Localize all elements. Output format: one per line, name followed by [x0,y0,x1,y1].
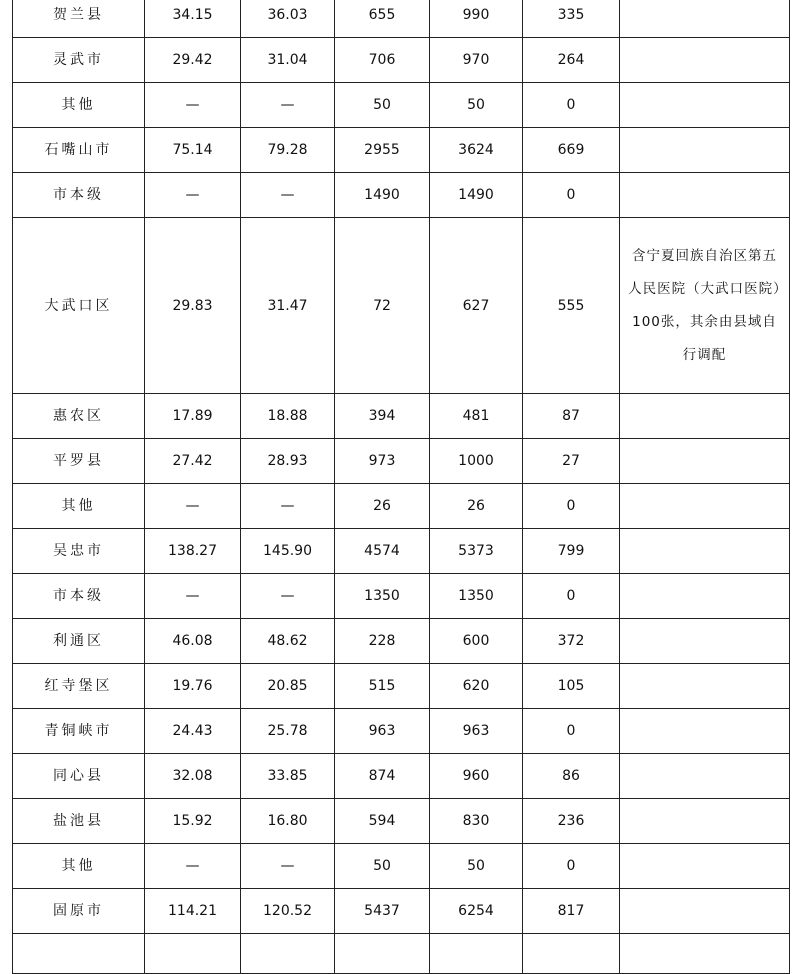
value-cell-1: — [145,484,241,529]
region-name-cell: 大武口区 [13,218,145,394]
value-cell-5: 555 [523,218,620,394]
value-cell-2: 16.80 [241,799,335,844]
note-cell [620,484,790,529]
value-cell-3: 26 [335,484,430,529]
value-cell-2: — [241,574,335,619]
region-name-cell: 利通区 [13,619,145,664]
value-cell-5: 105 [523,664,620,709]
value-cell-5: 0 [523,484,620,529]
table-row [13,83,790,128]
empty-cell [13,934,145,974]
region-name-cell: 惠农区 [13,394,145,439]
value-cell-2: 36.03 [241,0,335,38]
value-cell-3: 1350 [335,574,430,619]
empty-cell [241,934,335,974]
table-row [13,709,790,754]
note-cell [620,0,790,38]
value-cell-4: 1490 [430,173,523,218]
value-cell-2: 33.85 [241,754,335,799]
value-cell-4: 990 [430,0,523,38]
value-cell-1: 19.76 [145,664,241,709]
value-cell-1: 29.83 [145,218,241,394]
table-row [13,484,790,529]
value-cell-1: 34.15 [145,0,241,38]
value-cell-4: 600 [430,619,523,664]
value-cell-5: 0 [523,574,620,619]
value-cell-5: 0 [523,844,620,889]
value-cell-1: — [145,844,241,889]
value-cell-4: 620 [430,664,523,709]
value-cell-4: 3624 [430,128,523,173]
note-cell [620,709,790,754]
value-cell-1: — [145,574,241,619]
value-cell-1: 24.43 [145,709,241,754]
value-cell-3: 228 [335,619,430,664]
table-row [13,128,790,173]
value-cell-3: 874 [335,754,430,799]
value-cell-4: 970 [430,38,523,83]
value-cell-4: 50 [430,844,523,889]
table-row [13,0,790,38]
value-cell-3: 4574 [335,529,430,574]
note-cell [620,799,790,844]
value-cell-3: 72 [335,218,430,394]
table-row [13,394,790,439]
value-cell-3: 50 [335,83,430,128]
value-cell-2: — [241,83,335,128]
region-name-cell: 固原市 [13,889,145,934]
value-cell-4: 830 [430,799,523,844]
value-cell-1: 29.42 [145,38,241,83]
region-name-cell: 平罗县 [13,439,145,484]
table-row [13,619,790,664]
region-name-cell: 青铜峡市 [13,709,145,754]
empty-cell [145,934,241,974]
value-cell-2: 120.52 [241,889,335,934]
value-cell-3: 394 [335,394,430,439]
value-cell-5: 27 [523,439,620,484]
value-cell-1: — [145,173,241,218]
value-cell-3: 706 [335,38,430,83]
value-cell-2: — [241,484,335,529]
value-cell-4: 5373 [430,529,523,574]
region-name-cell: 其他 [13,83,145,128]
value-cell-3: 50 [335,844,430,889]
region-name-cell: 市本级 [13,574,145,619]
region-name-cell: 贺兰县 [13,0,145,38]
value-cell-3: 594 [335,799,430,844]
table-row [13,529,790,574]
value-cell-4: 960 [430,754,523,799]
region-name-cell: 吴忠市 [13,529,145,574]
value-cell-4: 627 [430,218,523,394]
value-cell-2: — [241,844,335,889]
region-name-cell: 灵武市 [13,38,145,83]
value-cell-2: 18.88 [241,394,335,439]
table-row [13,439,790,484]
empty-cell [430,934,523,974]
note-cell [620,38,790,83]
value-cell-2: 79.28 [241,128,335,173]
table-row [13,38,790,83]
value-cell-3: 2955 [335,128,430,173]
value-cell-1: 138.27 [145,529,241,574]
value-cell-1: 17.89 [145,394,241,439]
empty-cell [523,934,620,974]
table-row [13,574,790,619]
value-cell-1: 75.14 [145,128,241,173]
value-cell-2: 31.04 [241,38,335,83]
empty-cell [335,934,430,974]
value-cell-5: 799 [523,529,620,574]
table-body [13,0,790,974]
value-cell-2: 31.47 [241,218,335,394]
region-name-cell: 同心县 [13,754,145,799]
region-name-cell: 市本级 [13,173,145,218]
value-cell-3: 973 [335,439,430,484]
value-cell-5: 0 [523,173,620,218]
value-cell-5: 0 [523,83,620,128]
table-row [13,934,790,974]
table-row [13,754,790,799]
note-cell [620,439,790,484]
value-cell-3: 655 [335,0,430,38]
value-cell-4: 963 [430,709,523,754]
value-cell-5: 87 [523,394,620,439]
table-row [13,844,790,889]
value-cell-4: 1000 [430,439,523,484]
value-cell-5: 817 [523,889,620,934]
value-cell-1: 15.92 [145,799,241,844]
value-cell-2: 48.62 [241,619,335,664]
value-cell-4: 481 [430,394,523,439]
region-name-cell: 其他 [13,484,145,529]
region-name-cell: 其他 [13,844,145,889]
value-cell-1: 32.08 [145,754,241,799]
value-cell-1: 27.42 [145,439,241,484]
value-cell-5: 0 [523,709,620,754]
value-cell-5: 335 [523,0,620,38]
table-row [13,218,790,394]
table-row [13,664,790,709]
note-cell [620,83,790,128]
region-name-cell: 石嘴山市 [13,128,145,173]
value-cell-1: 46.08 [145,619,241,664]
value-cell-1: 114.21 [145,889,241,934]
note-cell [620,844,790,889]
value-cell-4: 26 [430,484,523,529]
note-cell [620,128,790,173]
value-cell-2: — [241,173,335,218]
note-cell [620,394,790,439]
note-cell [620,619,790,664]
value-cell-5: 669 [523,128,620,173]
value-cell-3: 515 [335,664,430,709]
value-cell-3: 1490 [335,173,430,218]
note-cell [620,529,790,574]
value-cell-5: 264 [523,38,620,83]
table-row [13,173,790,218]
note-cell [620,754,790,799]
value-cell-5: 86 [523,754,620,799]
value-cell-4: 1350 [430,574,523,619]
table-row [13,889,790,934]
note-cell [620,889,790,934]
value-cell-3: 963 [335,709,430,754]
value-cell-2: 28.93 [241,439,335,484]
note-cell [620,574,790,619]
value-cell-4: 6254 [430,889,523,934]
note-cell: 含宁夏回族自治区第五人民医院（大武口医院）100张，其余由县域自行调配 [620,218,790,394]
value-cell-1: — [145,83,241,128]
value-cell-5: 372 [523,619,620,664]
value-cell-5: 236 [523,799,620,844]
table-row [13,799,790,844]
note-cell [620,173,790,218]
empty-cell [620,934,790,974]
bed-allocation-table [12,0,790,974]
value-cell-4: 50 [430,83,523,128]
note-cell [620,664,790,709]
value-cell-2: 145.90 [241,529,335,574]
region-name-cell: 红寺堡区 [13,664,145,709]
value-cell-2: 25.78 [241,709,335,754]
value-cell-2: 20.85 [241,664,335,709]
region-name-cell: 盐池县 [13,799,145,844]
value-cell-3: 5437 [335,889,430,934]
